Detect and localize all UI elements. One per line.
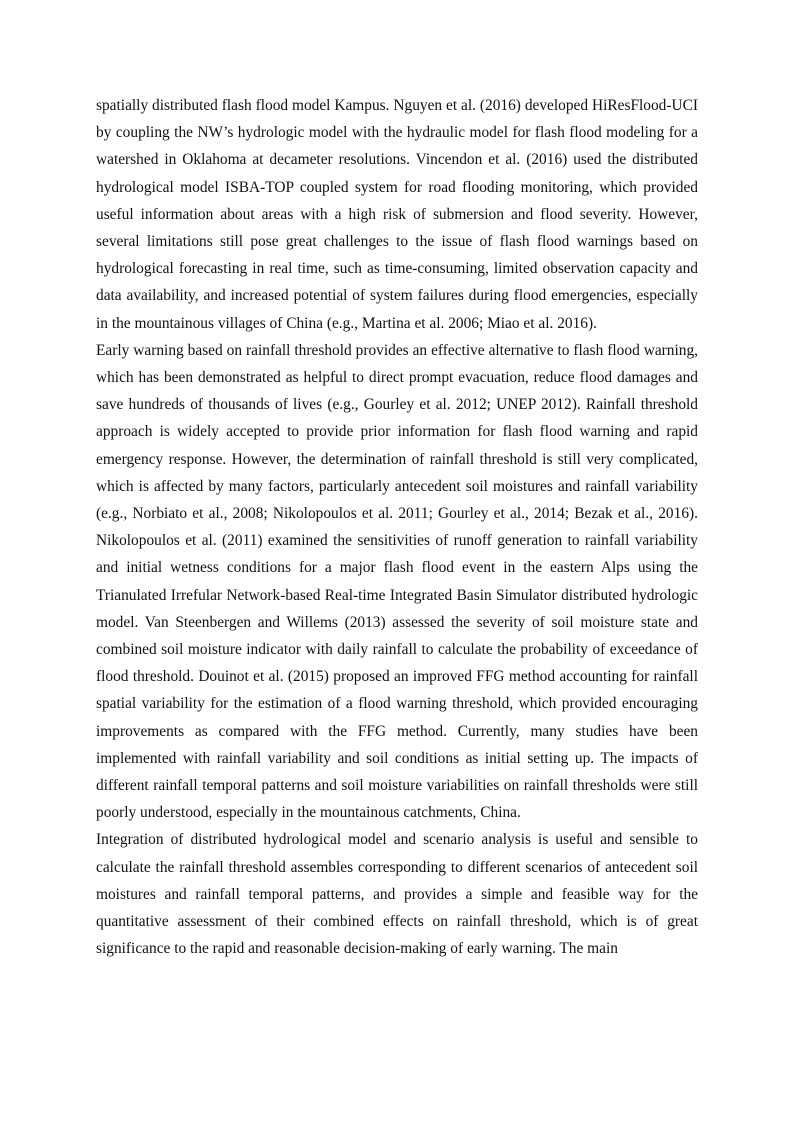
page-body [96,92,698,963]
paragraph-3: Integration of distributed hydrological model and scenario analysis is useful and sensible to calculate the rainfall threshold assembles corresponding to different scenarios of antecedent soil moistures and rainfall temporal patterns, and provides a simple and feasible way for the quantitative assessment of their combined effects on rainfall threshold, which is of great significance to the rapid and reasonable decision-making of early warning. The main [96,831,698,958]
paragraph-1: spatially distributed flash flood model Kampus. Nguyen et al. (2016) developed HiResFlood-UCI by coupling the NW’s hydrologic model with the hydraulic model for flash flood modeling for a watershed in Oklahoma at decameter resolutions. Vincendon et al. (2016) used the distributed hydrological model ISBA-TOP coupled system for road flooding monitoring, which provided useful information about areas with a high risk of submersion and flood severity. However, several limitations still pose great challenges to the issue of flash flood warnings based on hydrological forecasting in real time, such as time-consuming, limited observation capacity and data availability, and increased potential of system failures during flood emergencies, especially in the mountainous villages of China (e.g., Martina et al. 2006; Miao et al. 2016). [96,97,698,332]
paragraph-2: Early warning based on rainfall threshold provides an effective alternative to flash flood warning, which has been demonstrated as helpful to direct prompt evacuation, reduce flood damages and save hundreds of thousands of lives (e.g., Gourley et al. 2012; UNEP 2012). Rainfall threshold approach is widely accepted to provide prior information for flash flood warning and rapid emergency response. However, the determination of rainfall threshold is still very complicated, which is affected by many factors, particularly antecedent soil moistures and rainfall variability (e.g., Norbiato et al., 2008; Nikolopoulos et al. 2011; Gourley et al., 2014; Bezak et al., 2016). Nikolopoulos et al. (2011) examined the sensitivities of runoff generation to rainfall variability and initial wetness conditions for a major flash flood event in the eastern Alps using the Trianulated Irrefular Network-based Real-time Integrated Basin Simulator distributed hydrologic model. Van Steenbergen and Willems (2013) assessed the severity of soil moisture state and combined soil moisture indicator with daily rainfall to calculate the probability of exceedance of flood threshold. Douinot et al. (2015) proposed an improved FFG method accounting for rainfall spatial variability for the estimation of a flood warning threshold, which provided encouraging improvements as compared with the FFG method. Currently, many studies have been implemented with rainfall variability and soil conditions as initial setting up. The impacts of different rainfall temporal patterns and soil moisture variabilities on rainfall thresholds were still poorly understood, especially in the mountainous catchments, China. [96,341,698,822]
